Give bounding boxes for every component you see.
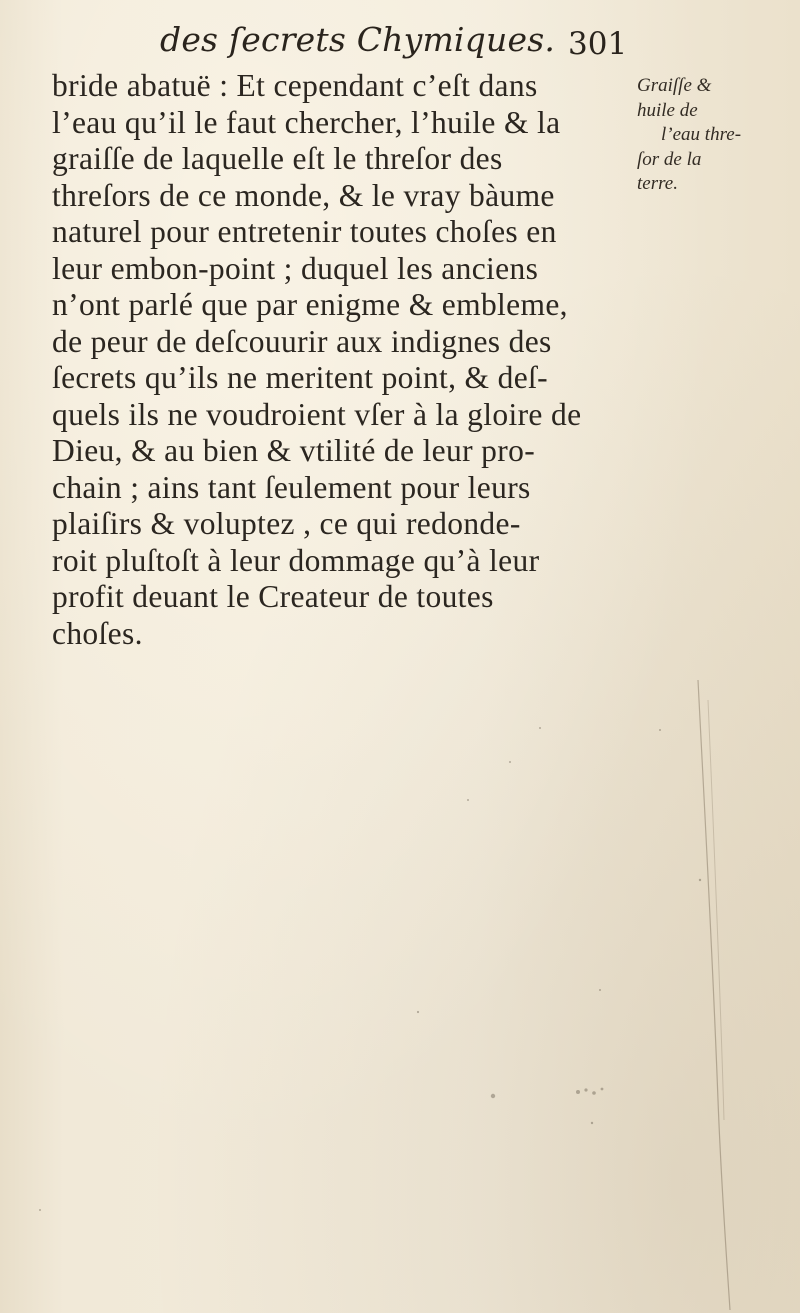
text-line: l’eau qu’il le faut chercher, l’huile & la	[52, 104, 561, 140]
text-line: roit pluſtoſt à leur dommage qu’à leur	[52, 542, 540, 578]
page-number: 301	[568, 26, 628, 62]
margin-note	[637, 74, 797, 197]
page-header	[0, 12, 800, 62]
margin-note-line: huile de	[637, 99, 698, 121]
body-text	[52, 68, 632, 652]
margin-note-line: Graiſſe &	[637, 75, 712, 96]
text-line: plaiſirs & voluptez , ce qui redonde-	[52, 506, 521, 541]
running-title: des ſecrets Chymiques.	[160, 20, 556, 59]
text-line: n’ont parlé que par enigme & embleme,	[52, 287, 568, 322]
text-line: Dieu, & au bien & vtilité de leur pro-	[52, 433, 536, 468]
text-line: quels ils ne voudroient vſer à la gloire de	[52, 396, 582, 432]
text-line: threſors de ce monde, & le vray bàume	[52, 177, 555, 213]
text-line: ſecrets qu’ils ne meritent point, & deſ-	[52, 360, 548, 395]
text-line: naturel pour entretenir toutes choſes en	[52, 214, 557, 249]
text-line: graiſſe de laquelle eſt le threſor des	[52, 141, 503, 176]
margin-note-line: terre.	[637, 173, 678, 194]
margin-note-line: ſor de la	[637, 148, 702, 170]
page-fold-shadow	[690, 680, 750, 1310]
text-line: profit deuant le Createur de toutes	[52, 579, 494, 614]
text-line: choſes.	[52, 615, 143, 651]
text-line: leur embon-point ; duquel les anciens	[52, 250, 539, 286]
text-line: de peur de deſcouurir aux indignes des	[52, 323, 552, 359]
text-line: bride abatuë : Et cependant c’eſt dans	[52, 68, 538, 103]
text-line: chain ; ains tant ſeulement pour leurs	[52, 469, 531, 505]
margin-note-line: l’eau thre-	[661, 124, 742, 145]
